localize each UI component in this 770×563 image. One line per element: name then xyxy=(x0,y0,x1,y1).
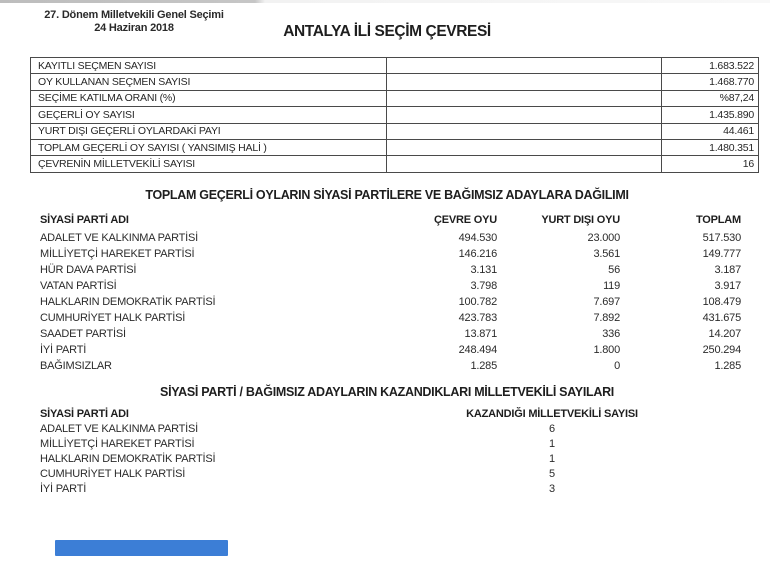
table-row xyxy=(31,107,759,123)
abroad-votes: 7.697 xyxy=(593,296,620,308)
summary-value: 16 xyxy=(662,156,759,172)
total-votes: 517.530 xyxy=(702,232,741,244)
summary-label: ÇEVRENİN MİLLETVEKİLİ SAYISI xyxy=(31,156,387,172)
party-name: MİLLİYETÇİ HAREKET PARTİSİ xyxy=(40,248,195,260)
column-header-seats: KAZANDIĞI MİLLETVEKİLİ SAYISI xyxy=(466,408,638,420)
top-edge-strip xyxy=(0,0,770,3)
summary-label: SEÇİME KATILMA ORANI (%) xyxy=(31,90,387,106)
total-votes: 3.187 xyxy=(714,264,741,276)
bottom-blue-bar xyxy=(55,540,228,556)
seat-count: 5 xyxy=(549,468,555,480)
seat-count: 3 xyxy=(549,483,555,495)
seat-row xyxy=(30,452,744,466)
total-votes: 1.285 xyxy=(714,360,741,372)
party-name: İYİ PARTİ xyxy=(40,344,87,356)
column-header-party: SİYASİ PARTİ ADI xyxy=(40,408,129,420)
party-name: MİLLİYETÇİ HAREKET PARTİSİ xyxy=(40,438,195,450)
party-name: BAĞIMSIZLAR xyxy=(40,360,112,372)
abroad-votes: 7.892 xyxy=(593,312,620,324)
seat-row xyxy=(30,482,744,496)
summary-value: 1.468.770 xyxy=(662,74,759,90)
district-votes: 146.216 xyxy=(458,248,497,260)
vote-row xyxy=(30,327,744,341)
party-name: HALKLARIN DEMOKRATİK PARTİSİ xyxy=(40,296,216,308)
seat-count: 1 xyxy=(549,438,555,450)
seat-distribution-header-row xyxy=(30,407,744,421)
district-votes: 13.871 xyxy=(464,328,497,340)
column-header-party: SİYASİ PARTİ ADI xyxy=(40,214,129,226)
seat-row xyxy=(30,467,744,481)
column-header-total: TOPLAM xyxy=(695,214,741,226)
summary-label: KAYITLI SEÇMEN SAYISI xyxy=(31,58,387,74)
vote-row xyxy=(30,231,744,245)
vote-distribution-header-row xyxy=(30,213,744,227)
party-name: CUMHURİYET HALK PARTİSİ xyxy=(40,312,186,324)
summary-label: YURT DIŞI GEÇERLİ OYLARDAKİ PAYI xyxy=(31,123,387,139)
party-name: HÜR DAVA PARTİSİ xyxy=(40,264,137,276)
district-votes: 3.131 xyxy=(470,264,497,276)
seat-distribution-title: SİYASİ PARTİ / BAĞIMSIZ ADAYLARIN KAZANDIKLARI MİLLETVEKİLİ SAYILARI xyxy=(160,385,614,399)
abroad-votes: 119 xyxy=(603,280,620,292)
table-row xyxy=(31,74,759,90)
total-votes: 431.675 xyxy=(702,312,741,324)
summary-spacer xyxy=(387,139,662,155)
party-name: ADALET VE KALKINMA PARTİSİ xyxy=(40,423,199,435)
summary-spacer xyxy=(387,58,662,74)
summary-label: GEÇERLİ OY SAYISI xyxy=(31,107,387,123)
summary-spacer xyxy=(387,107,662,123)
district-votes: 248.494 xyxy=(458,344,497,356)
vote-row xyxy=(30,359,744,373)
abroad-votes: 0 xyxy=(614,360,620,372)
district-votes: 423.783 xyxy=(458,312,497,324)
summary-spacer xyxy=(387,90,662,106)
seat-count: 1 xyxy=(549,453,555,465)
vote-row xyxy=(30,279,744,293)
abroad-votes: 1.800 xyxy=(593,344,620,356)
vote-row xyxy=(30,263,744,277)
summary-value: 1.683.522 xyxy=(662,58,759,74)
page-title: ANTALYA İLİ SEÇİM ÇEVRESİ xyxy=(283,23,491,40)
vote-row xyxy=(30,295,744,309)
summary-spacer xyxy=(387,74,662,90)
summary-spacer xyxy=(387,123,662,139)
seat-count: 6 xyxy=(549,423,555,435)
district-votes: 100.782 xyxy=(458,296,497,308)
abroad-votes: 336 xyxy=(602,328,620,340)
summary-value: 1.480.351 xyxy=(662,139,759,155)
summary-label: OY KULLANAN SEÇMEN SAYISI xyxy=(31,74,387,90)
election-period-line1: 27. Dönem Milletvekili Genel Seçimi xyxy=(44,9,224,21)
party-name: İYİ PARTİ xyxy=(40,483,87,495)
district-votes: 3.798 xyxy=(470,280,497,292)
total-votes: 14.207 xyxy=(708,328,741,340)
total-votes: 3.917 xyxy=(714,280,741,292)
abroad-votes: 3.561 xyxy=(593,248,620,260)
abroad-votes: 23.000 xyxy=(587,232,620,244)
total-votes: 149.777 xyxy=(702,248,741,260)
election-period-line2: 24 Haziran 2018 xyxy=(94,22,174,34)
party-name: CUMHURİYET HALK PARTİSİ xyxy=(40,468,186,480)
district-votes: 1.285 xyxy=(470,360,497,372)
total-votes: 250.294 xyxy=(702,344,741,356)
vote-row xyxy=(30,247,744,261)
table-row xyxy=(31,139,759,155)
table-row xyxy=(31,58,759,74)
party-name: SAADET PARTİSİ xyxy=(40,328,126,340)
party-name: ADALET VE KALKINMA PARTİSİ xyxy=(40,232,199,244)
seat-row xyxy=(30,422,744,436)
seat-row xyxy=(30,437,744,451)
district-votes: 494.530 xyxy=(458,232,497,244)
party-name: HALKLARIN DEMOKRATİK PARTİSİ xyxy=(40,453,216,465)
vote-row xyxy=(30,311,744,325)
column-header-abroad-votes: YURT DIŞI OYU xyxy=(541,214,620,226)
summary-spacer xyxy=(387,156,662,172)
summary-value: 44.461 xyxy=(662,123,759,139)
summary-table xyxy=(30,57,759,173)
table-row xyxy=(31,123,759,139)
vote-row xyxy=(30,343,744,357)
party-name: VATAN PARTİSİ xyxy=(40,280,117,292)
column-header-district-votes: ÇEVRE OYU xyxy=(434,214,497,226)
table-row xyxy=(31,90,759,106)
abroad-votes: 56 xyxy=(608,264,620,276)
table-row xyxy=(31,156,759,172)
summary-value: 1.435.890 xyxy=(662,107,759,123)
vote-distribution-title: TOPLAM GEÇERLİ OYLARIN SİYASİ PARTİLERE VE BAĞIMSIZ ADAYLARA DAĞILIMI xyxy=(145,188,629,202)
total-votes: 108.479 xyxy=(702,296,741,308)
summary-value: %87,24 xyxy=(662,90,759,106)
summary-label: TOPLAM GEÇERLİ OY SAYISI ( YANSIMIŞ HALİ ) xyxy=(31,139,387,155)
